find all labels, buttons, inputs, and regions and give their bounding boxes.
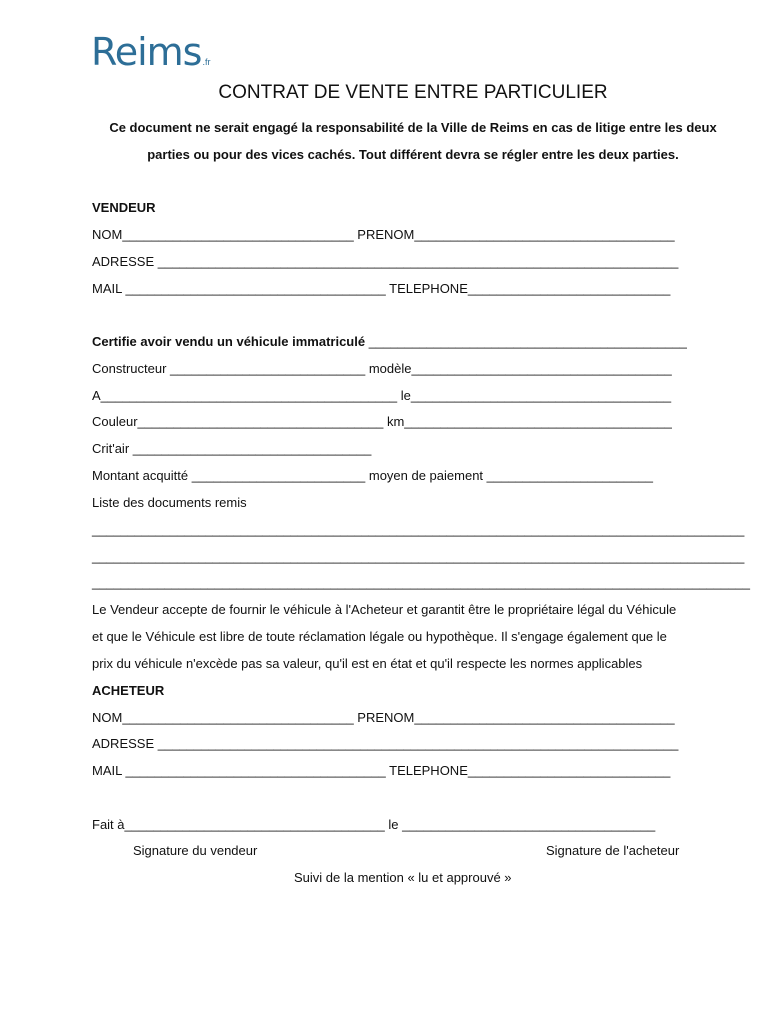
guarantee-paragraph-line-2: et que le Véhicule est libre de toute réclamation légale ou hypothèque. Il s'engage également que le — [92, 629, 667, 644]
mention-lu-approuve: Suivi de la mention « lu et approuvé » — [294, 870, 512, 885]
immatriculation-field[interactable] — [92, 334, 687, 349]
lieu-date-vente-field[interactable]: A_________________________________________ le____________________________________ — [92, 388, 672, 403]
reims-logo — [91, 30, 210, 74]
documents-blank-2[interactable]: ____________________________________________________________________________________________ — [92, 549, 745, 564]
document-title: CONTRAT DE VENTE ENTRE PARTICULIER — [218, 82, 608, 103]
acheteur-mail-telephone-field[interactable]: MAIL ____________________________________ TELEPHONE____________________________ — [92, 763, 671, 778]
logo-word: Reims — [91, 30, 202, 74]
montant-paiement-field[interactable]: Montant acquitté ________________________ moyen de paiement _______________________ — [92, 468, 653, 483]
acheteur-adresse-field[interactable]: ADRESSE ________________________________________________________________________ — [92, 736, 679, 751]
guarantee-paragraph-line-1: Le Vendeur accepte de fournir le véhicule à l'Acheteur et garantit être le propriétaire légal du Véhicule — [92, 602, 677, 617]
certifie-label: Certifie avoir vendu un véhicule immatriculé — [92, 334, 366, 349]
acheteur-nom-prenom-field[interactable]: NOM________________________________ PRENOM____________________________________ — [92, 710, 675, 725]
vendeur-adresse-field[interactable]: ADRESSE ________________________________________________________________________ — [92, 254, 679, 269]
certifie-blank[interactable]: ____________________________________________ — [365, 334, 687, 349]
intro-line-1: Ce document ne serait engagé la responsabilité de la Ville de Reims en cas de litige entre les deux — [109, 120, 717, 135]
logo-suffix: .fr — [202, 57, 211, 67]
signature-acheteur-label: Signature de l'acheteur — [546, 843, 680, 858]
vendeur-nom-prenom-field[interactable]: NOM________________________________ PRENOM____________________________________ — [92, 227, 675, 242]
couleur-km-field[interactable]: Couleur__________________________________ km_____________________________________ — [92, 414, 672, 429]
guarantee-paragraph-line-3: prix du véhicule n'excède pas sa valeur, qu'il est en état et qu'il respecte les normes applicables — [92, 656, 643, 671]
constructeur-modele-field[interactable]: Constructeur ___________________________ modèle____________________________________ — [92, 361, 672, 376]
acheteur-heading: ACHETEUR — [92, 683, 165, 698]
critair-field[interactable]: Crit'air _________________________________ — [92, 441, 372, 456]
vendeur-mail-telephone-field[interactable]: MAIL ____________________________________ TELEPHONE____________________________ — [92, 281, 671, 296]
documents-label: Liste des documents remis — [92, 495, 247, 510]
vendeur-heading: VENDEUR — [92, 200, 156, 215]
signature-vendeur-label: Signature du vendeur — [133, 843, 258, 858]
documents-blank-3[interactable]: ___________________________________________________________________________________________ — [92, 575, 750, 590]
documents-blank-1[interactable]: ____________________________________________________________________________________________ — [92, 522, 745, 537]
fait-a-le-field[interactable]: Fait à____________________________________ le ___________________________________ — [92, 817, 656, 832]
intro-line-2: parties ou pour des vices cachés. Tout différent devra se régler entre les deux parties. — [147, 147, 679, 162]
